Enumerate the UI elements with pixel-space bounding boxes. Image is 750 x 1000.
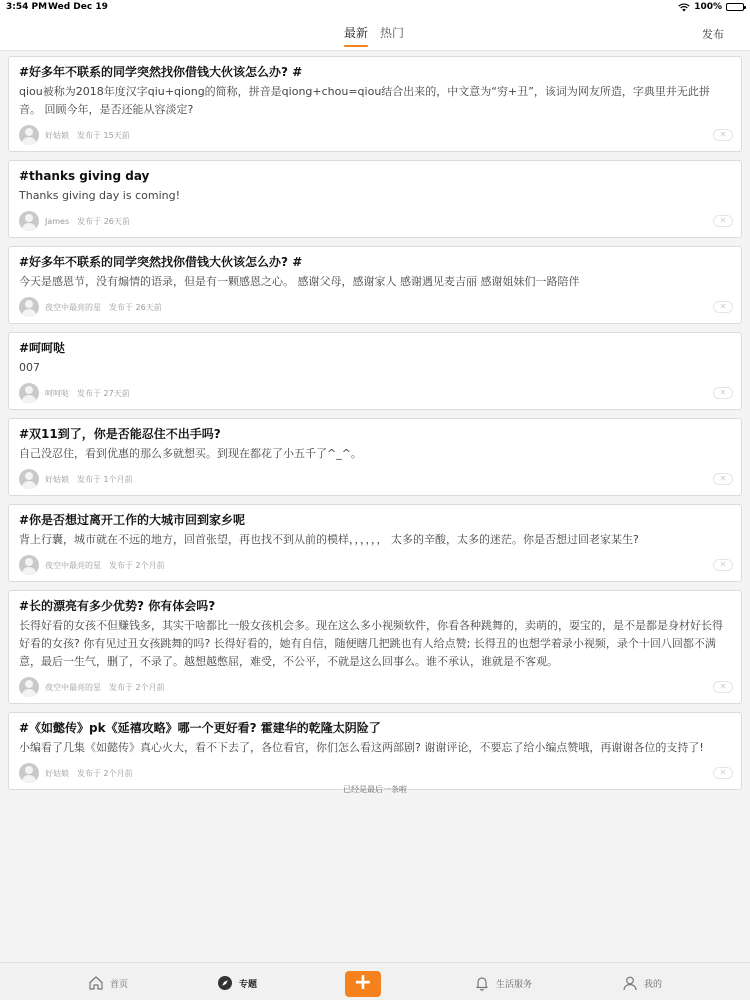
post-body: 小编看了几集《如懿传》真心火大，看不下去了，各位看官，你们怎么看这两部剧? 谢谢评论，不要忘了给小编点赞哦，再谢谢各位的支持了! <box>19 741 704 754</box>
tab-hot[interactable]: 热门 <box>380 26 405 40</box>
status-right <box>678 2 744 12</box>
tabbar-topics[interactable] <box>217 975 257 991</box>
post-footer <box>19 763 731 783</box>
post-author[interactable]: 好姑娘 <box>45 130 69 140</box>
post-title: #好多年不联系的同学突然找你借钱大伙该怎么办? # <box>19 65 303 79</box>
avatar[interactable] <box>19 555 39 575</box>
post-body: 长得好看的女孩不但赚钱多，其实干啥都比一般女孩机会多。现在这么多小视频软件，你看各种跳舞的，卖萌的，耍宝的，是不是都是身材好长得好看的女孩? 你有见过丑女孩跳舞的吗? 长得好看的，她有自信，随便瞎几把跳也有人给点赞; 长得丑的也想学着录小视频，录个十回八回都不满意，最后一生气，删了，不录了。越想越憋屈，难受，不公平，不就是这么回事么。谁不承认，谁就是不客观。 <box>19 619 723 668</box>
post-body: Thanks giving day is coming! <box>19 189 180 202</box>
end-of-list-text: 已经是最后一条啦 <box>343 785 407 794</box>
post-footer <box>19 211 731 231</box>
post-author[interactable]: 夜空中最亮的星 <box>45 302 101 312</box>
post-time: 发布于 2个月前 <box>109 682 165 692</box>
dismiss-post-button[interactable]: ✕ <box>713 767 733 779</box>
battery-percent: 100% <box>694 2 722 12</box>
post-footer <box>19 125 731 145</box>
wifi-icon <box>678 3 690 12</box>
dismiss-post-button[interactable]: ✕ <box>713 387 733 399</box>
add-post-button[interactable]: + <box>345 971 381 997</box>
avatar[interactable] <box>19 383 39 403</box>
post-title: #好多年不联系的同学突然找你借钱大伙该怎么办? # <box>19 255 303 269</box>
post-title: #《如懿传》pk《延禧攻略》哪一个更好看? 霍建华的乾隆太阴险了 <box>19 721 381 735</box>
post-author[interactable]: 夜空中最亮的星 <box>45 682 101 692</box>
post-time: 发布于 1个月前 <box>77 474 133 484</box>
post-footer <box>19 677 731 697</box>
tabbar-home[interactable] <box>88 975 128 991</box>
dismiss-post-button[interactable]: ✕ <box>713 215 733 227</box>
post-time: 发布于 2个月前 <box>109 560 165 570</box>
post-footer <box>19 555 731 575</box>
post-body: 007 <box>19 361 40 374</box>
feed-tabs <box>344 24 404 47</box>
post-card[interactable] <box>8 418 742 496</box>
battery-icon <box>726 3 744 11</box>
tabbar-topics-label: 专题 <box>239 979 258 990</box>
post-footer <box>19 297 731 317</box>
post-body: 背上行囊，城市就在不远的地方，回首张望，再也找不到从前的模样，，，，，， 太多的辛酸，太多的迷茫。你是否想过回老家某生? <box>19 533 639 546</box>
post-title: #双11到了，你是否能忍住不出手吗? <box>19 427 221 441</box>
bottom-tab-bar <box>0 962 750 1000</box>
user-icon <box>622 975 638 991</box>
post-card[interactable] <box>8 712 742 790</box>
post-card[interactable] <box>8 56 742 152</box>
tabbar-me[interactable] <box>622 975 662 991</box>
avatar[interactable] <box>19 763 39 783</box>
post-card[interactable] <box>8 590 742 704</box>
avatar[interactable] <box>19 677 39 697</box>
post-body: 自己没忍住，看到优惠的那么多就想买。到现在都花了小五千了^_^。 <box>19 447 362 460</box>
post-title: #呵呵哒 <box>19 341 66 355</box>
post-time: 发布于 26天前 <box>109 302 162 312</box>
avatar[interactable] <box>19 297 39 317</box>
post-body: qiou被称为2018年度汉字qiu+qiong的简称，拼音是qiong+chou=qiou结合出来的，中文意为“穷+丑”，该词为网友所造，字典里并无此拼音。 回顾今年，是否还能从容淡定? <box>19 85 710 116</box>
dismiss-post-button[interactable]: ✕ <box>713 473 733 485</box>
nav-bar <box>0 16 750 51</box>
post-feed <box>8 56 742 798</box>
post-author[interactable]: 好姑娘 <box>45 474 69 484</box>
tabbar-me-label: 我的 <box>644 979 663 990</box>
home-icon <box>88 975 104 991</box>
post-title: #thanks giving day <box>19 169 150 183</box>
post-card[interactable] <box>8 160 742 238</box>
post-author[interactable]: James <box>45 216 70 226</box>
tabbar-life-services-label: 生活服务 <box>496 979 533 990</box>
post-title: #你是否想过离开工作的大城市回到家乡呢 <box>19 513 246 527</box>
post-time: 发布于 2个月前 <box>77 768 133 778</box>
post-body: 今天是感恩节，没有煽情的语录，但是有一颗感恩之心。 感谢父母，感谢家人 感谢遇见麦吉丽 感谢姐妹们一路陪伴 <box>19 275 580 288</box>
publish-button[interactable]: 发布 <box>702 28 724 41</box>
post-author[interactable]: 夜空中最亮的星 <box>45 560 101 570</box>
dismiss-post-button[interactable]: ✕ <box>713 301 733 313</box>
post-footer <box>19 469 731 489</box>
tab-latest[interactable]: 最新 <box>344 24 368 47</box>
status-date: Wed Dec 19 <box>48 2 108 12</box>
post-time: 发布于 27天前 <box>77 388 130 398</box>
post-card[interactable] <box>8 246 742 324</box>
dismiss-post-button[interactable]: ✕ <box>713 559 733 571</box>
post-time: 发布于 26天前 <box>77 216 130 226</box>
post-time: 发布于 15天前 <box>77 130 130 140</box>
post-footer <box>19 383 731 403</box>
avatar[interactable] <box>19 211 39 231</box>
status-bar <box>0 0 750 16</box>
post-author[interactable]: 呵呵哒 <box>45 388 69 398</box>
dismiss-post-button[interactable]: ✕ <box>713 129 733 141</box>
avatar[interactable] <box>19 469 39 489</box>
post-card[interactable] <box>8 504 742 582</box>
post-card[interactable] <box>8 332 742 410</box>
bell-icon <box>474 975 490 991</box>
compass-icon <box>217 975 233 991</box>
post-title: #长的漂亮有多少优势? 你有体会吗? <box>19 599 216 613</box>
tabbar-life-services[interactable] <box>474 975 532 991</box>
avatar[interactable] <box>19 125 39 145</box>
status-time: 3:54 PM <box>6 2 48 12</box>
dismiss-post-button[interactable]: ✕ <box>713 681 733 693</box>
tabbar-home-label: 首页 <box>110 979 129 990</box>
post-author[interactable]: 好姑娘 <box>45 768 69 778</box>
